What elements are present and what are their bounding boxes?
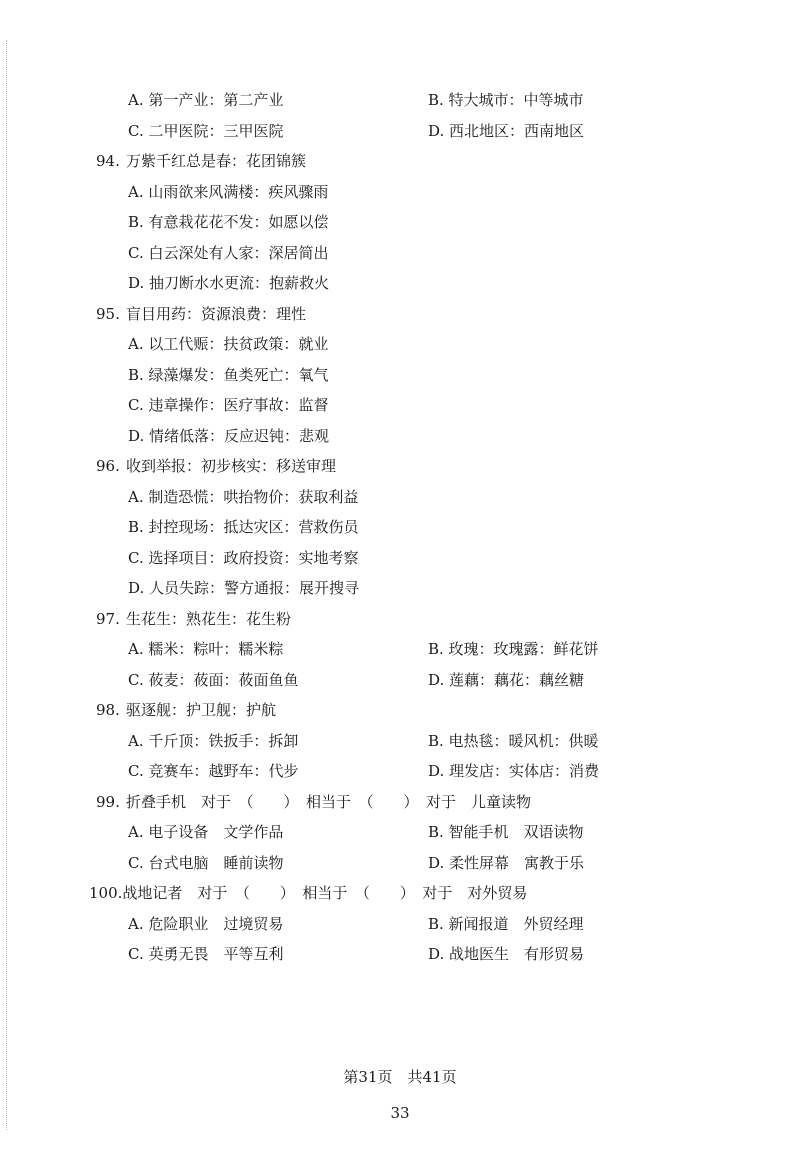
option-b[interactable]: B. 封控现场：抵达灾区：营救伤员 <box>128 518 359 536</box>
option-b[interactable]: B. 特大城市：中等城市 <box>428 91 584 109</box>
stem-text: 生花生：熟花生：花生粉 <box>126 609 292 628</box>
stem-text: 万紫千红总是春：花团锦簇 <box>126 152 307 170</box>
question-stem-96 <box>0 451 800 482</box>
option-d[interactable]: D. 情绪低落：反应迟钝：悲观 <box>128 426 330 445</box>
question-number: 96. <box>96 457 120 475</box>
question-number: 95. <box>96 304 120 323</box>
option-d[interactable]: D. 莲藕：藕花：藕丝糖 <box>428 670 585 689</box>
page-footer: 第31页 共41页 <box>343 1068 457 1086</box>
option-d[interactable]: D. 人员失踪：警方通报：展开搜寻 <box>128 579 360 597</box>
option-b[interactable]: B. 智能手机 双语读物 <box>428 823 584 841</box>
option-c[interactable]: C. 白云深处有人家：深居简出 <box>128 243 329 262</box>
question-stem-97 <box>0 604 800 635</box>
question-stem-94 <box>0 146 800 177</box>
option-c[interactable]: C. 英勇无畏 平等互利 <box>128 945 284 963</box>
option-a[interactable]: A. 千斤顶：铁扳手：拆卸 <box>128 731 299 750</box>
option-a[interactable]: A. 山雨欲来风满楼：疾风骤雨 <box>128 182 329 201</box>
question-number: 97. <box>96 609 120 628</box>
option-b[interactable]: B. 绿藻爆发：鱼类死亡：氧气 <box>128 365 329 384</box>
stem-text: 折叠手机 对于 （ ） 相当于 （ ） 对于 儿童读物 <box>126 792 532 811</box>
option-c[interactable]: C. 竞赛车：越野车：代步 <box>128 762 299 780</box>
option-a[interactable]: A. 危险职业 过境贸易 <box>128 914 284 933</box>
question-number: 100. <box>89 884 123 902</box>
option-c[interactable]: C. 台式电脑 睡前读物 <box>128 853 284 872</box>
option-a[interactable]: A. 第一产业：第二产业 <box>128 91 284 109</box>
stem-text: 驱逐舰：护卫舰：护航 <box>126 701 277 719</box>
stem-text: 盲目用药：资源浪费：理性 <box>126 304 307 323</box>
option-b[interactable]: B. 玫瑰：玫瑰露：鲜花饼 <box>428 640 599 658</box>
question-stem-99 <box>0 787 800 818</box>
option-c[interactable]: C. 违章操作：医疗事故：监督 <box>128 396 329 414</box>
stem-text: 收到举报：初步核实：移送审理 <box>126 457 337 475</box>
stem-text: 战地记者 对于 （ ） 相当于 （ ） 对于 对外贸易 <box>122 884 528 902</box>
option-a[interactable]: A. 糯米：粽叶：糯米粽 <box>128 640 284 658</box>
option-d[interactable]: D. 西北地区：西南地区 <box>428 121 585 140</box>
question-number: 94. <box>96 152 120 170</box>
option-d[interactable]: D. 理发店：实体店：消费 <box>428 762 600 780</box>
option-c[interactable]: C. 二甲医院：三甲医院 <box>128 121 284 140</box>
option-b[interactable]: B. 新闻报道 外贸经理 <box>428 914 584 933</box>
question-stem-98 <box>0 695 800 726</box>
option-d[interactable]: D. 柔性屏幕 寓教于乐 <box>428 853 585 872</box>
option-row <box>0 85 800 116</box>
option-a[interactable]: A. 电子设备 文学作品 <box>128 823 284 841</box>
option-b[interactable]: B. 电热毯：暖风机：供暖 <box>428 731 599 750</box>
option-c[interactable]: C. 选择项目：政府投资：实地考察 <box>128 548 359 567</box>
option-d[interactable]: D. 抽刀断水水更流：抱薪救火 <box>128 274 330 292</box>
option-a[interactable]: A. 以工代赈：扶贫政策：就业 <box>128 335 329 353</box>
question-list <box>0 85 800 970</box>
question-number: 98. <box>96 701 120 719</box>
option-b[interactable]: B. 有意栽花花不发：如愿以偿 <box>128 213 329 231</box>
option-row <box>0 116 800 147</box>
question-stem-100 <box>0 878 800 909</box>
option-a[interactable]: A. 制造恐慌：哄抬物价：获取利益 <box>128 487 359 506</box>
sheet-number: 33 <box>390 1104 410 1122</box>
option-c[interactable]: C. 莜麦：莜面：莜面鱼鱼 <box>128 670 299 689</box>
question-stem-95 <box>0 299 800 330</box>
option-d[interactable]: D. 战地医生 有形贸易 <box>428 945 585 963</box>
question-number: 99. <box>96 792 120 811</box>
